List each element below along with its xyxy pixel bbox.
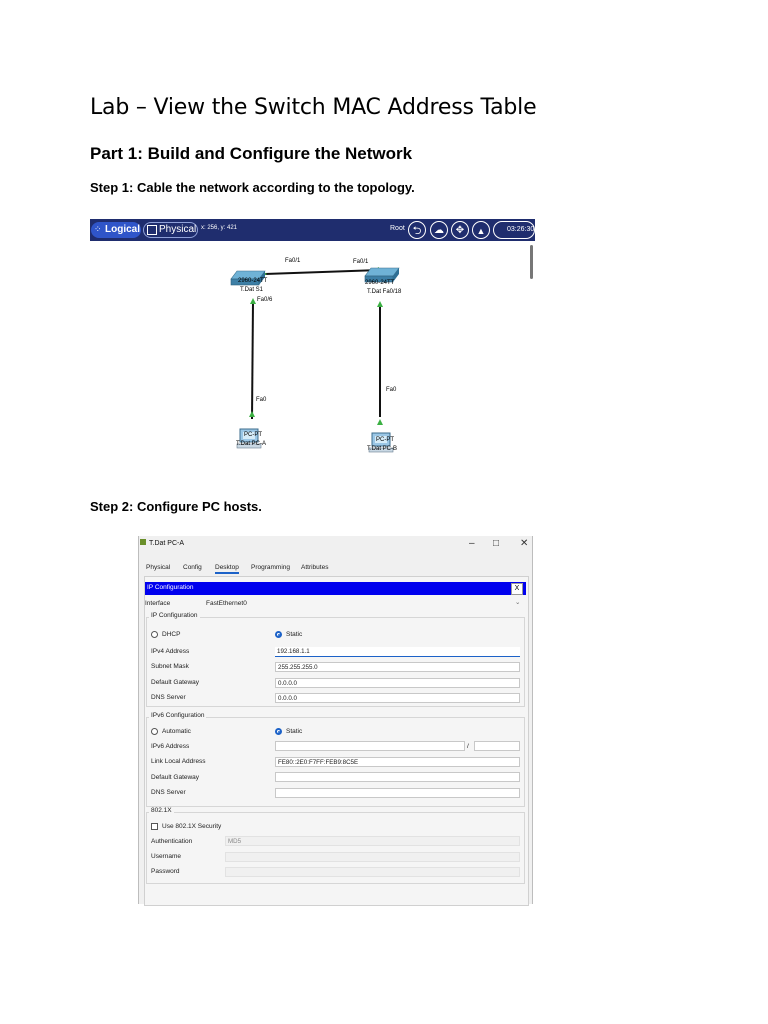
logical-tab[interactable] <box>91 222 141 238</box>
window-title: T.Dat PC-A <box>149 540 185 547</box>
password-label: Password <box>151 868 180 875</box>
ipv4-group-label: IP Configuration <box>151 612 198 619</box>
s2-name-label: T.Dat Fa0/18 <box>367 289 402 295</box>
tab-config[interactable]: Config <box>183 564 202 571</box>
topology-screenshot <box>90 219 535 483</box>
port-marker <box>377 301 383 307</box>
canvas-scrollbar[interactable] <box>530 245 533 279</box>
back-icon[interactable]: ⮌ <box>408 221 426 239</box>
pc-b-type-label: PC-PT <box>376 437 394 443</box>
ipv6-dns-input[interactable] <box>275 788 520 798</box>
topology-diagram <box>90 241 535 483</box>
pc-b-name-label: T.Dat PC-B <box>367 446 398 452</box>
ipv6-static-label: Static <box>286 728 303 735</box>
ipv6-address-label: IPv6 Address <box>151 743 190 750</box>
logical-label: Logical <box>105 224 141 235</box>
pc-a-type-label: PC-PT <box>244 432 262 438</box>
ip-config-title: IP Configuration <box>147 584 194 591</box>
s1-port-down-label: Fa0/6 <box>257 297 273 303</box>
clock-pill <box>493 221 535 239</box>
ipv6-gateway-label: Default Gateway <box>151 774 200 781</box>
port-marker <box>377 419 383 425</box>
root-label: Root <box>390 225 405 232</box>
ipv6-prefix-input[interactable] <box>474 741 520 751</box>
interface-label: Interface <box>145 600 171 607</box>
ip-config-titlebar <box>145 582 526 595</box>
subnet-mask-input[interactable]: 255.255.255.0 <box>275 662 520 672</box>
use-8021x-label: Use 802.1X Security <box>162 823 222 830</box>
topology-canvas <box>90 241 535 483</box>
coords-readout: x: 256, y: 421 <box>201 225 238 231</box>
username-label: Username <box>151 853 181 860</box>
static-radio[interactable] <box>275 631 282 638</box>
automatic-label: Automatic <box>162 728 191 735</box>
logical-icon: ⁘ <box>94 224 102 234</box>
s1-model-label: 2960-24TT <box>238 278 268 284</box>
link-local-label: Link Local Address <box>151 758 206 765</box>
cloud-icon[interactable]: ☁ <box>430 221 448 239</box>
topology-toolbar <box>90 219 535 241</box>
ip-config-close-button[interactable]: X <box>511 583 523 595</box>
close-button[interactable]: ✕ <box>520 538 529 549</box>
ipv4-address-input[interactable]: 192.168.1.1 <box>275 647 520 657</box>
dot1x-group-label: 802.1X <box>151 807 172 814</box>
port-marker <box>249 411 255 417</box>
ipv6-dns-label: DNS Server <box>151 789 186 796</box>
physical-label: Physical <box>159 224 197 235</box>
step2-heading: Step 2: Configure PC hosts. <box>90 499 262 514</box>
authentication-select[interactable]: MD5 <box>225 836 520 846</box>
ipv4-address-label: IPv4 Address <box>151 648 190 655</box>
pc-a-port-label: Fa0 <box>256 397 267 403</box>
authentication-label: Authentication <box>151 838 193 845</box>
link-local-input[interactable]: FE80::2E0:F7FF:FEB9:8C5E <box>275 757 520 767</box>
dns-server-input[interactable]: 0.0.0.0 <box>275 693 520 703</box>
s2-model-label: 2960-24TT <box>365 280 395 286</box>
pc-b-port-label: Fa0 <box>386 387 397 393</box>
time-readout: 03:26:30 <box>507 226 535 233</box>
subnet-mask-label: Subnet Mask <box>151 663 189 670</box>
s1-name-label: T.Dat S1 <box>240 287 264 293</box>
ipv6-gateway-input[interactable] <box>275 772 520 782</box>
link-s1-s2 <box>265 270 380 274</box>
tab-attributes[interactable]: Attributes <box>301 564 329 571</box>
tab-physical[interactable]: Physical <box>146 564 171 571</box>
chevron-down-icon[interactable]: ⌄ <box>515 599 521 606</box>
default-gateway-input[interactable]: 0.0.0.0 <box>275 678 520 688</box>
step1-heading: Step 1: Cable the network according to the topology. <box>90 180 415 195</box>
ipv6-group-label: IPv6 Configuration <box>151 712 205 719</box>
part-heading: Part 1: Build and Configure the Network <box>90 144 413 163</box>
interface-select[interactable]: FastEthernet0 <box>206 600 247 607</box>
pc-window <box>138 536 533 904</box>
physical-icon <box>147 225 157 235</box>
use-8021x-checkbox[interactable] <box>151 823 158 830</box>
ipv6-static-radio[interactable] <box>275 728 282 735</box>
minimize-button[interactable]: – <box>469 538 475 549</box>
image-icon[interactable]: ▲ <box>472 221 490 239</box>
username-input[interactable] <box>225 852 520 862</box>
automatic-radio[interactable] <box>151 728 158 735</box>
tab-desktop[interactable]: Desktop <box>215 564 239 574</box>
tab-programming[interactable]: Programming <box>251 564 291 571</box>
move-icon[interactable]: ✥ <box>451 221 469 239</box>
dhcp-radio[interactable] <box>151 631 158 638</box>
physical-tab[interactable] <box>143 222 198 238</box>
link-s1-pca <box>252 301 253 419</box>
port-marker <box>250 298 256 304</box>
static-label: Static <box>286 631 303 638</box>
dhcp-label: DHCP <box>162 631 181 638</box>
password-input[interactable] <box>225 867 520 877</box>
pc-app-icon <box>140 539 146 545</box>
ipv6-address-input[interactable] <box>275 741 465 751</box>
s2-port-top-label: Fa0/1 <box>353 259 369 265</box>
dns-server-label: DNS Server <box>151 694 186 701</box>
default-gateway-label: Default Gateway <box>151 679 200 686</box>
maximize-button[interactable]: □ <box>493 538 500 549</box>
page-title: Lab – View the Switch MAC Address Table <box>90 95 537 120</box>
prefix-slash: / <box>467 743 469 750</box>
pc-a-name-label: T.Dat PC-A <box>236 441 267 447</box>
s1-port-top-label: Fa0/1 <box>285 258 301 264</box>
